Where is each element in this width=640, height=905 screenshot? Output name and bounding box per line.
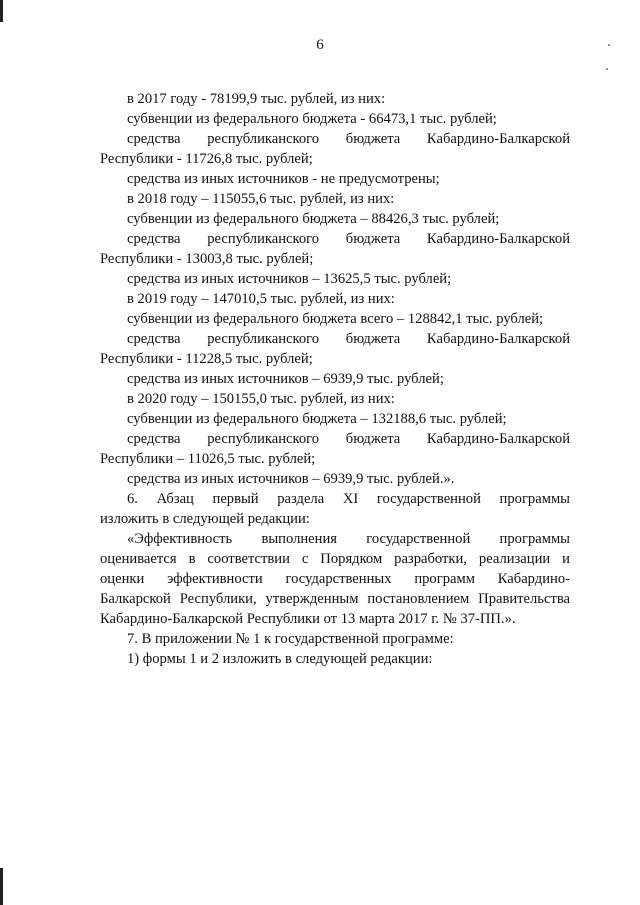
paragraph-line: Балкарской Республики, утвержденным постановлением Правительства — [100, 591, 570, 607]
paragraph-line: средства из иных источников – 6939,9 тыс. рублей; — [127, 371, 444, 387]
paragraph-line: Республики - 11228,5 тыс. рублей; — [100, 351, 313, 367]
paragraph-line: в 2017 году - 78199,9 тыс. рублей, из них: — [127, 91, 386, 107]
paragraph-line: субвенции из федерального бюджета всего – 128842,1 тыс. рублей; — [127, 311, 544, 327]
paragraph-line: субвенции из федерального бюджета - 66473,1 тыс. рублей; — [127, 111, 497, 127]
paragraph-line: 1) формы 1 и 2 изложить в следующей редакции: — [127, 651, 433, 667]
paragraph-line: субвенции из федерального бюджета – 88426,3 тыс. рублей; — [127, 211, 500, 227]
paragraph-line: Республики - 13003,8 тыс. рублей; — [100, 251, 314, 267]
page-number: 6 — [316, 37, 324, 53]
scan-speck — [606, 68, 608, 70]
paragraph-line: Кабардино-Балкарской Республики от 13 марта 2017 г. № 37-ПП.». — [100, 611, 516, 627]
document-body — [100, 89, 570, 669]
paragraph-line: «Эффективность выполнения государственной программы — [127, 531, 570, 547]
paragraph-line: средства из иных источников – 6939,9 тыс. рублей.». — [127, 471, 455, 487]
paragraph-line: оценки эффективности государственных программ Кабардино- — [100, 571, 570, 587]
paragraph-line: 6. Абзац первый раздела XI государственной программы — [127, 491, 570, 507]
paragraph-line: Республики - 11726,8 тыс. рублей; — [100, 151, 313, 167]
paragraph-line: в 2019 году – 147010,5 тыс. рублей, из них: — [127, 291, 395, 307]
scan-edge-mark — [0, 0, 3, 22]
paragraph-line: Республики – 11026,5 тыс. рублей; — [100, 451, 316, 467]
paragraph-line: средства республиканского бюджета Кабардино-Балкарской — [127, 231, 570, 247]
paragraph-line: средства из иных источников – 13625,5 тыс. рублей; — [127, 271, 452, 287]
paragraph-line: 7. В приложении № 1 к государственной программе: — [127, 631, 454, 647]
paragraph-line: субвенции из федерального бюджета – 132188,6 тыс. рублей; — [127, 411, 507, 427]
paragraph-line: в 2020 году – 150155,0 тыс. рублей, из них: — [127, 391, 395, 407]
scan-edge-mark — [0, 868, 3, 905]
paragraph-line: изложить в следующей редакции: — [100, 511, 310, 527]
paragraph-line: оценивается в соответствии с Порядком разработки, реализации и — [100, 551, 570, 567]
paragraph-line: средства республиканского бюджета Кабардино-Балкарской — [127, 431, 570, 447]
paragraph-line: средства республиканского бюджета Кабардино-Балкарской — [127, 331, 570, 347]
paragraph-line: средства из иных источников - не предусмотрены; — [127, 171, 440, 187]
paragraph-line: средства республиканского бюджета Кабардино-Балкарской — [127, 131, 570, 147]
paragraph-line: в 2018 году – 115055,6 тыс. рублей, из них: — [127, 191, 395, 207]
